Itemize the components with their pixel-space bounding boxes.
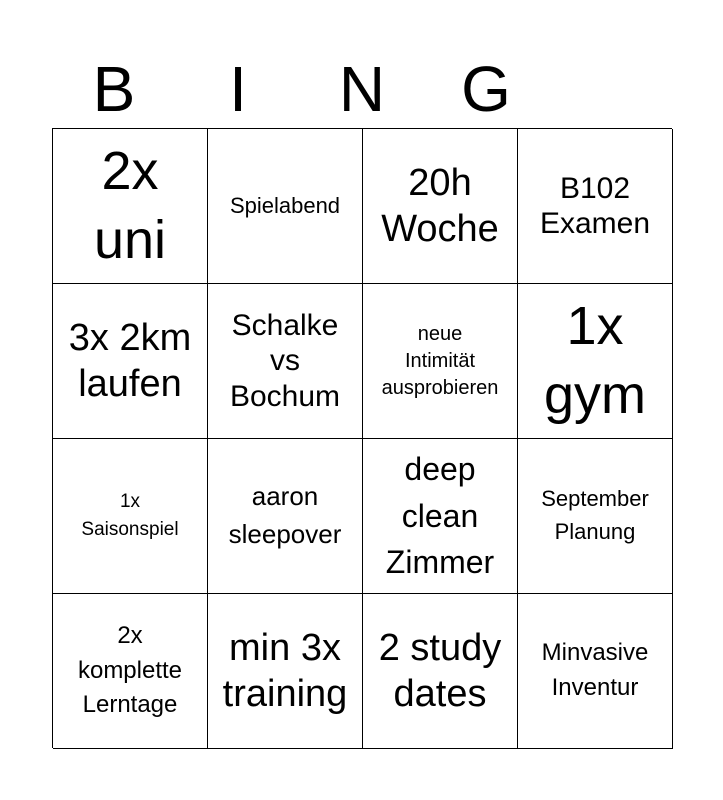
- header-letter-n: N: [338, 53, 386, 125]
- cell-text: 20h Woche: [381, 161, 499, 250]
- bingo-cell[interactable]: [363, 594, 518, 749]
- bingo-cell[interactable]: [208, 129, 363, 284]
- bingo-cell[interactable]: [208, 284, 363, 439]
- cell-text: B102 Examen: [539, 171, 651, 240]
- cell-text: Schalke vs Bochum: [229, 309, 341, 413]
- header-letter-i: I: [229, 53, 247, 125]
- cell-text: 2 study dates: [378, 626, 502, 715]
- bingo-cell[interactable]: [53, 439, 208, 594]
- bingo-cell[interactable]: [363, 439, 518, 594]
- cell-text: deep clean Zimmer: [385, 451, 495, 581]
- bingo-cell[interactable]: [518, 439, 673, 594]
- bingo-cell[interactable]: [53, 594, 208, 749]
- header-letter-g: G: [461, 53, 511, 125]
- bingo-cell[interactable]: [363, 129, 518, 284]
- cell-text: aaron sleepover: [228, 481, 342, 549]
- bingo-cell[interactable]: [53, 129, 208, 284]
- bingo-header: [52, 50, 672, 128]
- bingo-cell[interactable]: [518, 284, 673, 439]
- bingo-cell[interactable]: [363, 284, 518, 439]
- cell-text: September Planung: [541, 486, 649, 544]
- bingo-cell[interactable]: [518, 594, 673, 749]
- bingo-board: [52, 128, 672, 748]
- cell-text: 3x 2km laufen: [68, 316, 192, 405]
- cell-text: 1x Saisonspiel: [81, 490, 179, 540]
- cell-text: neue Intimität ausprobieren: [381, 322, 499, 399]
- cell-text: 2x komplette Lerntage: [77, 621, 183, 719]
- cell-text: min 3x training: [222, 626, 348, 715]
- cell-text: Spielabend: [229, 192, 341, 218]
- cell-text: Minvasive Inventur: [541, 639, 649, 701]
- cell-text: 2x uni: [93, 140, 167, 270]
- bingo-cell[interactable]: [208, 594, 363, 749]
- bingo-cell[interactable]: [208, 439, 363, 594]
- header-letter-b: B: [92, 53, 136, 125]
- cell-text: 1x gym: [543, 295, 646, 425]
- bingo-cell[interactable]: [53, 284, 208, 439]
- bingo-cell[interactable]: [518, 129, 673, 284]
